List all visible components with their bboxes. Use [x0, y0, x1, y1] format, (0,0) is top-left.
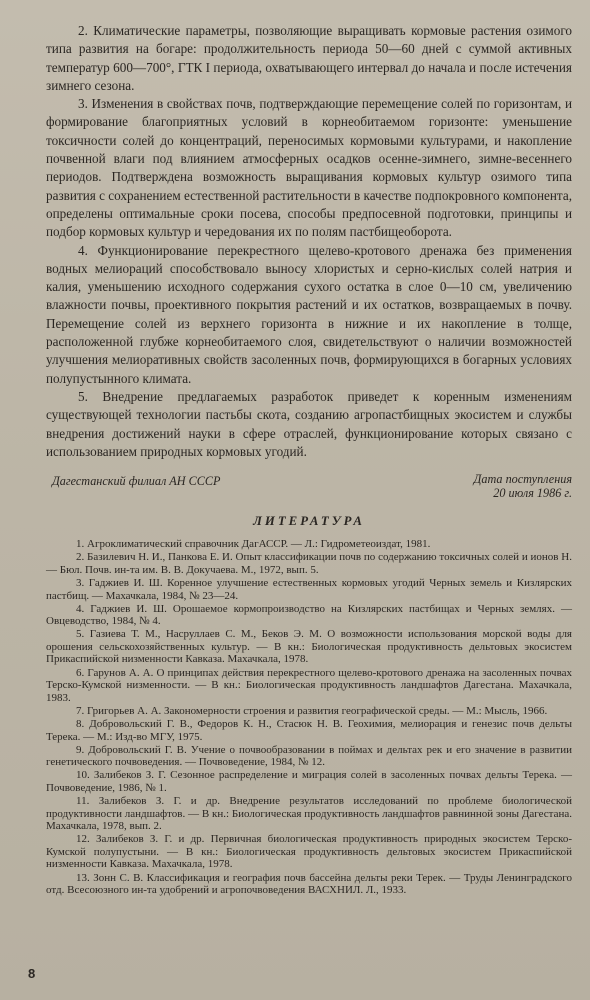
reference-item: 4. Гаджиев И. Ш. Орошаемое кормопроизводство на Кизлярских пастбищах и Черных землях. — Овцеводство, 1984, № 4.	[46, 602, 572, 628]
reference-item: 12. Залибеков З. Г. и др. Первичная биологическая продуктивность природных экосистем Терско-Кумской полупустыни. — В кн.: Биологическая продуктивность дельтовых экосистем Прикаспийской низменности Кавказа. Махачкала, 1978.	[46, 833, 572, 871]
reference-item: 9. Добровольский Г. В. Учение о почвообразовании в поймах и дельтах рек и его значение в развитии генетического почвоведения. — Почвоведение, 1984, № 12.	[46, 743, 572, 769]
literature-heading: ЛИТЕРАТУРА	[253, 514, 365, 529]
reference-item: 13. Зонн С. В. Классификация и география почв бассейна дельты реки Терек. — Труды Ленинградского отд. Всесоюзного ин-та удобрений и агропочвоведения ВАСХНИЛ. Л., 1933.	[46, 871, 572, 897]
conclusions-section	[46, 22, 572, 461]
received-date-block	[474, 472, 572, 500]
reference-item: 8. Добровольский Г. В., Федоров К. Н., Стасюк Н. В. Геохимия, мелиорация и генезис почв дельты Терека. — М.: Изд-во МГУ, 1975.	[46, 717, 572, 743]
signature-block	[46, 472, 572, 500]
reference-item: 11. Залибеков З. Г. и др. Внедрение результатов исследований по проблеме биологической продуктивности ландшафтов. — В кн.: Биологическая продуктивность ландшафтов равнинной зоны Дагестана. Махачкала, 1978, вып. 2.	[46, 795, 572, 833]
paragraph-4: 4. Функционирование перекрестного щелево-кротового дренажа без применения водных мелиораций способствовало выносу хлористых и серно-кислых солей натрия и калия, уменьшению исходного содержания сухого остатка в слое 0—10 см, увеличению влажности почвы, проективного покрытия растений и их остатков, возвращаемых в почву. Перемещение солей из верхнего горизонта в нижние и их накопление в толще, расположенной глубже корнеобитаемого слоя, свидетельствуют о наличии возможностей улучшения мелиоративных свойств засоленных почв, формирующихся в богарных условиях полупустынного климата.	[46, 242, 572, 386]
paragraph-5: 5. Внедрение предлагаемых разработок приведет к коренным изменениям существующей технологии пастьбы скота, созданию агропастбищных экосистем и службы внедрения достижений науки в сфере отраслей, функционирование которых связано с использованием природных кормовых угодий.	[46, 388, 572, 459]
received-label: Дата поступления	[473, 472, 572, 487]
reference-item: 3. Гаджиев И. Ш. Коренное улучшение естественных кормовых угодий Черных земель и Кизлярских пастбищ. — Махачкала, 1984, № 23—24.	[46, 576, 572, 602]
received-date: 20 июля 1986 г.	[493, 486, 572, 501]
reference-item: 2. Базилевич Н. И., Панкова Е. И. Опыт классификации почв по содержанию токсичных солей и ионов Н. — Бюл. Почв. ин-та им. В. В. Докучаева. М., 1972, вып. 5.	[46, 551, 572, 576]
institution-name: Дагестанский филиал АН СССР	[52, 474, 221, 489]
reference-item: 6. Гарунов А. А. О принципах действия перекрестного щелево-кротового дренажа на засоленных почвах Терско-Кумской низменности. — В кн.: Биологическая продуктивность ландшафтов Дагестана. Махачкала, 1983.	[46, 666, 572, 704]
references-list	[46, 538, 572, 897]
page-number: 8	[28, 966, 36, 981]
reference-item: 1. Агроклиматический справочник ДагАССР. — Л.: Гидрометеоиздат, 1981.	[76, 538, 431, 551]
reference-item: 5. Газиева Т. М., Насруллаев С. М., Беков Э. М. О возможности использования морской воды для орошения сельскохозяйственных культур. — В кн.: Биологическая продуктивность дельтовых экосистем Прикаспийской низменности Кавказа. Махачкала, 1978.	[46, 628, 572, 666]
reference-item: 7. Григорьев А. А. Закономерности строения и развития географической среды. — М.: Мысль, 1966.	[76, 704, 548, 717]
reference-item: 10. Залибеков З. Г. Сезонное распределение и миграция солей в засоленных почвах дельты Терека. — Почвоведение, 1986, № 1.	[46, 769, 572, 794]
paragraph-3: 3. Изменения в свойствах почв, подтверждающие перемещение солей по горизонтам, и формирование благоприятных условий в корнеобитаемом горизонте: уменьшение токсичности солей до концентраций, переносимых кормовыми культурами, и накопление почвенной влаги под влиянием атмосферных осадков осенне-зимнего, зимне-весеннего периодов. Подтверждена возможность выращивания кормовых культур озимого типа развития с сохранением естественной растительности в качестве подпокровного компонента, определены оптимальные сроки посева, способы предпосевной подготовки, принципы и подбор кормовых культур и чередования их по полям пастбищеоборота.	[46, 96, 572, 240]
paragraph-2: 2. Климатические параметры, позволяющие выращивать кормовые растения озимого типа развития на богаре: продолжительность периода 50—60 дней с суммой активных температур 600—700°, ГТК I периода, охватывающего интервал до начала и после истечения зимнего сезона.	[46, 23, 572, 93]
